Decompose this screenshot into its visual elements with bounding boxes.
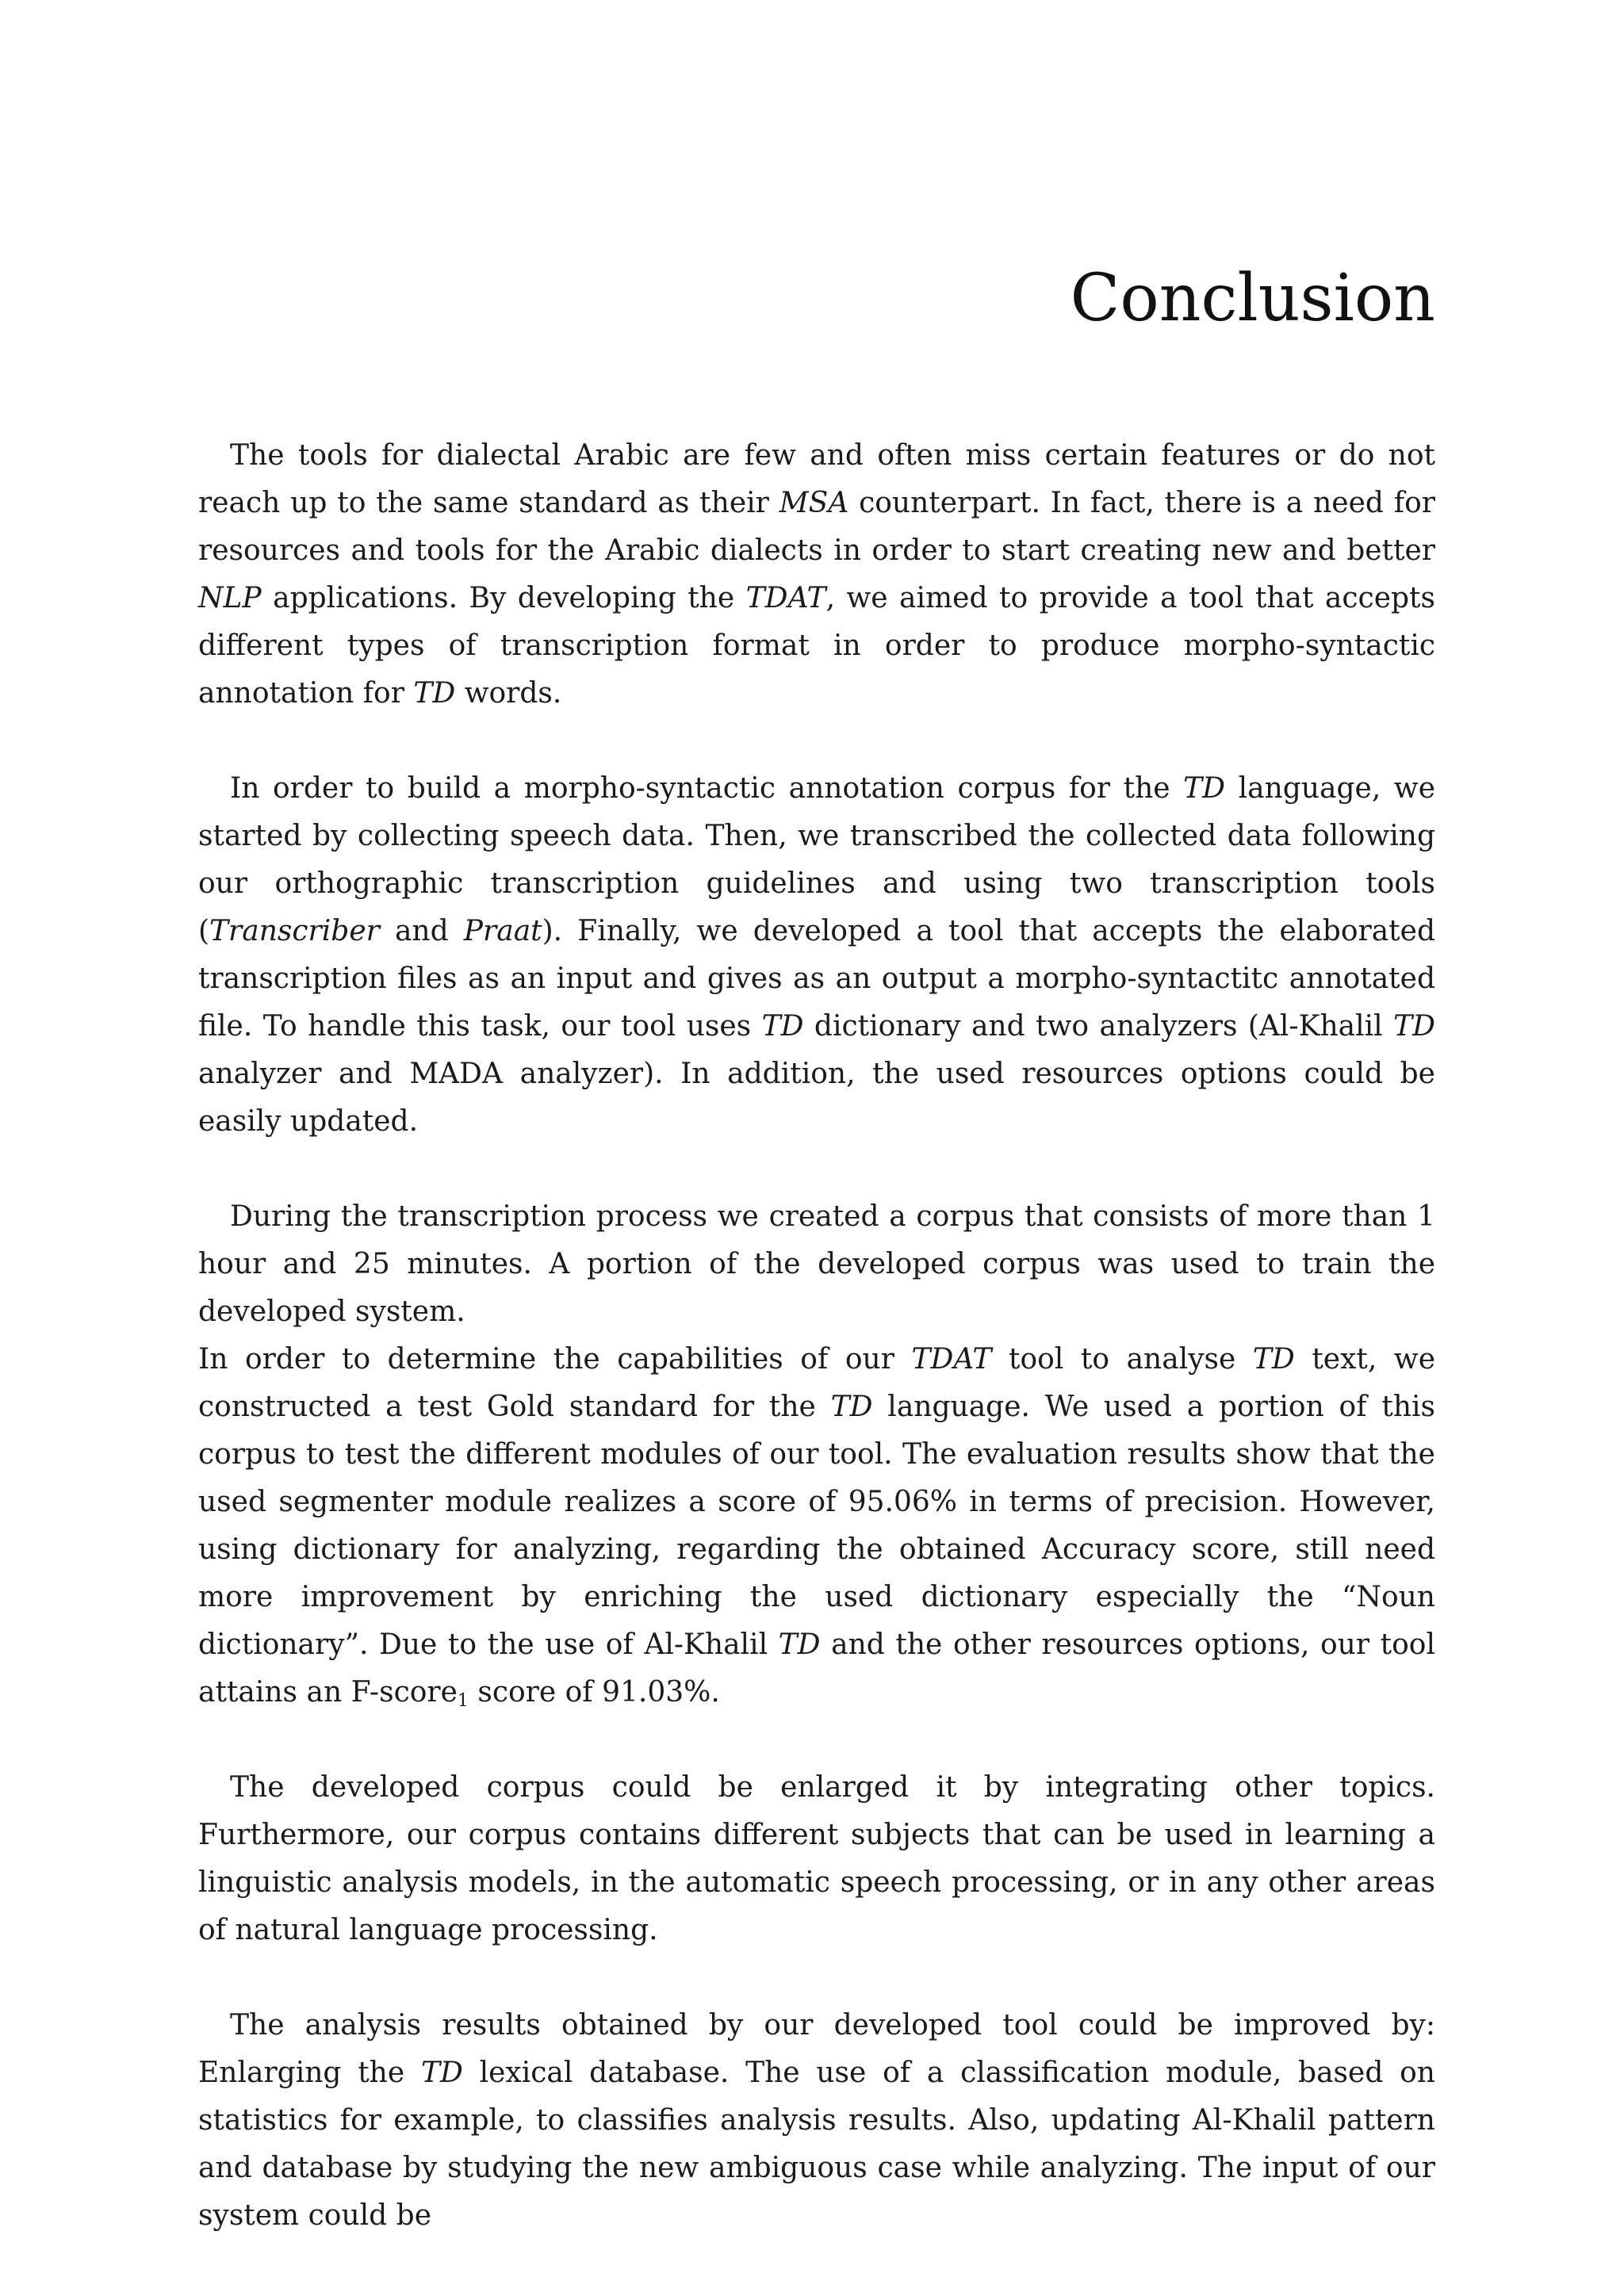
paragraph-tools-for-dialects — [198, 432, 1435, 718]
acronym-msa: MSA — [779, 487, 849, 519]
tool-name-transcriber: Transcriber — [209, 915, 380, 947]
text-run: dictionary and two analyzers (Al-Khalil — [803, 1010, 1394, 1043]
text-run: applications. By developing the — [261, 582, 746, 614]
acronym-td: TD — [420, 2057, 463, 2089]
paragraph-transcription-process — [198, 1193, 1435, 1336]
acronym-td: TD — [413, 677, 456, 710]
paragraph-corpus-building — [198, 765, 1435, 1146]
text-run: language, we started by collecting speech data. Then, we transcribed the collected data following our orthographic transcription guidelines and using two transcription tools ( — [198, 772, 1435, 947]
subscript-index: 1 — [457, 1691, 469, 1711]
text-run: During the transcription process we created a corpus that consists of more than 1 hour and 25 minutes. A portion of the developed corpus was used to train the developed system. — [198, 1200, 1435, 1328]
paragraph-evaluation — [198, 1336, 1435, 1716]
paragraph-corpus-enlargement — [198, 1764, 1435, 1954]
text-run: tool to analyse — [991, 1343, 1253, 1376]
acronym-nlp: NLP — [198, 582, 262, 614]
text-run: language. We used a portion of this corpus to test the different modules of our tool. The evaluation results show that the used segmenter module realizes a score of 95.06% in terms of precision. However, using dictionary for analyzing, regarding the obtained Accuracy score, still need more improvement by enriching the used dictionary especially the “Noun dictionary”. Due to the use of Al-Khalil — [198, 1391, 1435, 1661]
text-run: words. — [455, 677, 562, 710]
text-run: analyzer and MADA analyzer). In addition, the used resources options could be easily updated. — [198, 1058, 1435, 1138]
text-run: The developed corpus could be enlarged it by integrating other topics. Furthermore, our corpus contains different subjects that can be used in learning a linguistic analysis models, in the automatic speech processing, or in any other areas of natural language processing. — [198, 1771, 1435, 1946]
text-run: score of 91.03%. — [468, 1676, 720, 1709]
paragraph-future-improvements — [198, 2002, 1435, 2240]
chapter-title: Conclusion — [1070, 261, 1435, 336]
text-run: In order to build a morpho-syntactic annotation corpus for the — [230, 772, 1184, 805]
acronym-tdat: TDAT — [745, 582, 826, 614]
acronym-td: TD — [778, 1628, 821, 1661]
text-run: The tools for dialectal Arabic are few and often miss certain features or do not reach up to the same standard as their — [198, 439, 1435, 519]
acronym-tdat: TDAT — [911, 1343, 992, 1376]
acronym-td: TD — [1252, 1343, 1295, 1376]
acronym-td: TD — [1183, 772, 1226, 805]
acronym-td: TD — [830, 1391, 873, 1423]
text-run: The analysis results obtained by our developed tool could be improved by: Enlarging the — [198, 2009, 1435, 2089]
acronym-td: TD — [1393, 1010, 1436, 1043]
text-run: and — [379, 915, 464, 947]
acronym-td: TD — [761, 1010, 804, 1043]
tool-name-praat: Praat — [463, 915, 542, 947]
text-run: In order to determine the capabilities of our — [198, 1343, 912, 1376]
text-run: ). Finally, we developed a tool that accepts the elaborated transcription files as an input and gives as an output a morpho-syntactitc annotated file. To handle this task, our tool uses — [198, 915, 1435, 1043]
text-run: and the other resources options, our tool attains an F-score — [198, 1628, 1435, 1709]
text-run: counterpart. In fact, there is a need for resources and tools for the Arabic dialects in order to start creating new and better — [198, 487, 1435, 567]
text-run: text, we constructed a test Gold standard for the — [198, 1343, 1435, 1423]
chapter-body — [198, 432, 1435, 2240]
text-run: , we aimed to provide a tool that accepts different types of transcription format in order to produce morpho-syntactic annotation for — [198, 582, 1435, 710]
text-run: lexical database. The use of a classification module, based on statistics for example, to classifies analysis results. Also, updating Al-Khalil pattern and database by studying the new ambiguous case while analyzing. The input of our system could be — [198, 2057, 1435, 2232]
